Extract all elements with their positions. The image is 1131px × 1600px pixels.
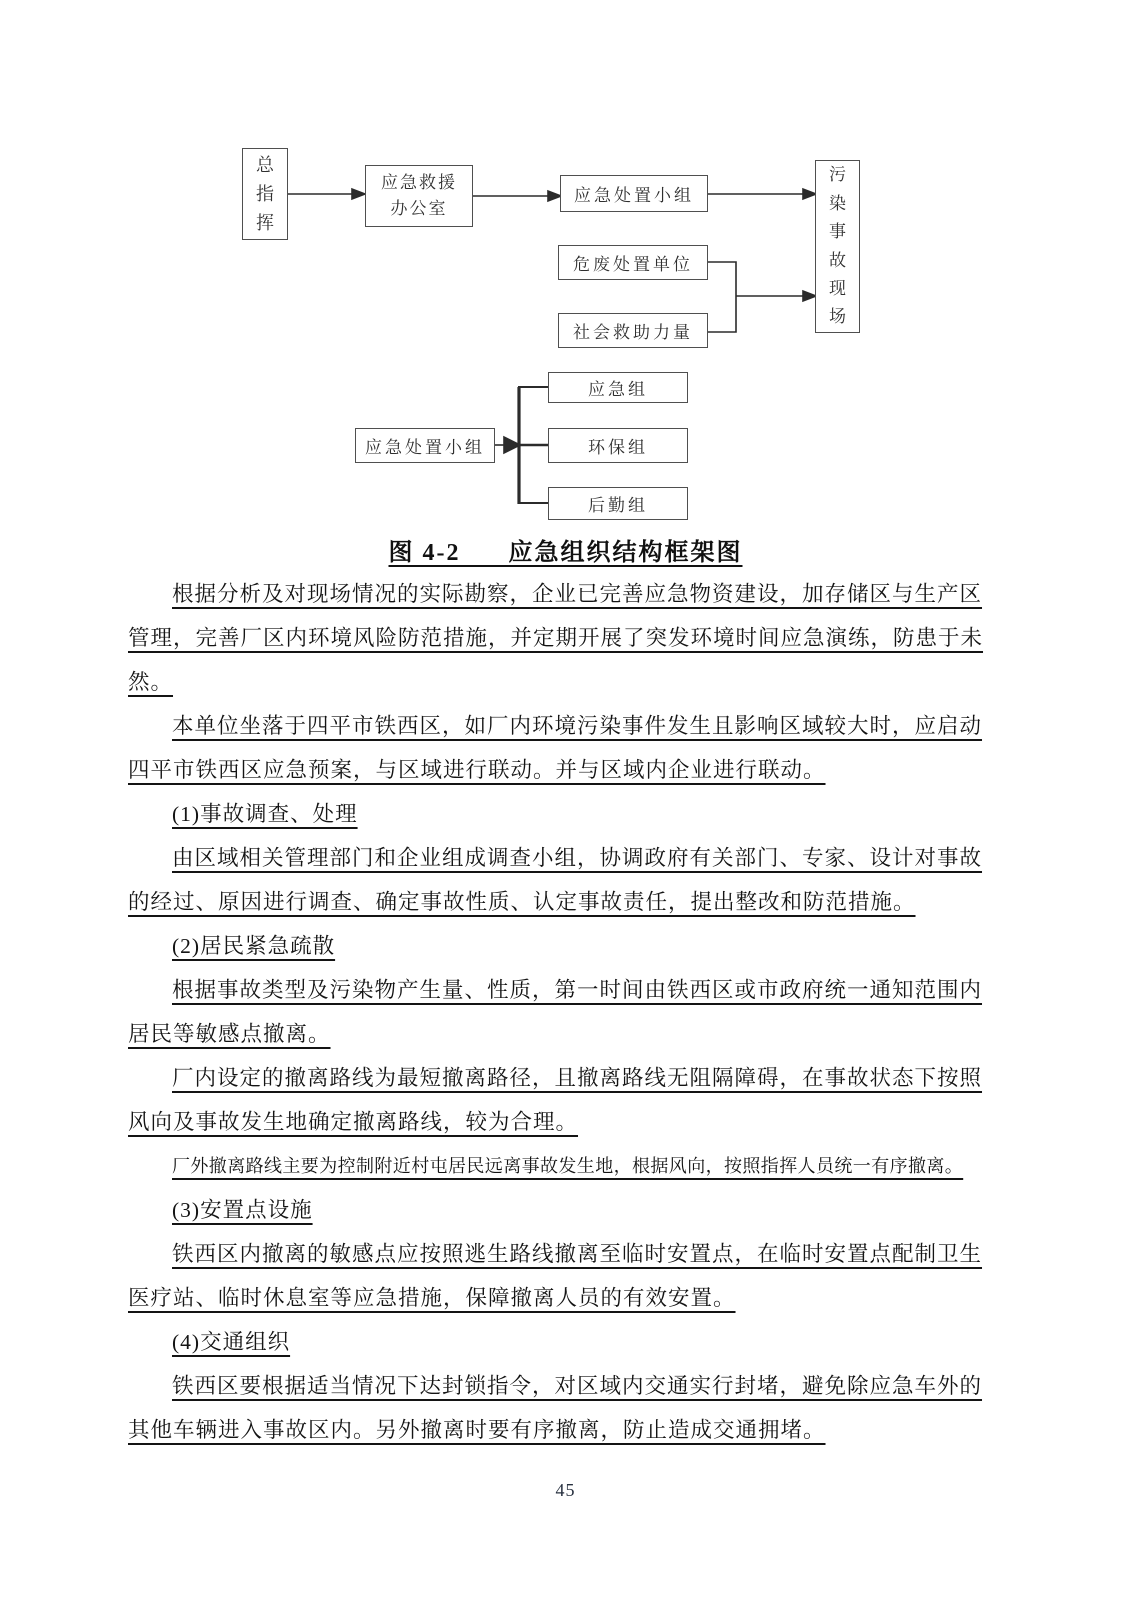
- flow-node-emergency-group-label: 应急组: [588, 380, 648, 399]
- body-line: 厂内设定的撤离路线为最短撤离路径，且撤离路线无阻隔障碍，在事故状态下按照: [172, 1066, 983, 1090]
- section-heading: (3)安置点设施: [172, 1198, 313, 1222]
- flow-node-social-rescue: [558, 313, 708, 348]
- flow-node-response-team-top-label: 应急处置小组: [574, 186, 694, 205]
- flow-node-env-group: [548, 428, 688, 463]
- flow-node-response-team-top: [560, 175, 708, 212]
- flow-node-logistics-group: [548, 487, 688, 520]
- flow-node-hazwaste-unit-label: 危废处置单位: [573, 255, 693, 274]
- body-line: 医疗站、临时休息室等应急措施，保障撤离人员的有效安置。: [128, 1286, 736, 1310]
- flow-node-social-rescue-label: 社会救助力量: [573, 323, 693, 342]
- body-line: 由区域相关管理部门和企业组成调查小组，协调政府有关部门、专家、设计对事故: [172, 846, 983, 870]
- body-line: 四平市铁西区应急预案，与区域进行联动。并与区域内企业进行联动。: [128, 758, 826, 782]
- flow-node-response-team-bottom: [355, 428, 495, 463]
- body-line: 铁西区要根据适当情况下达封锁指令，对区域内交通实行封堵，避免除应急车外的: [172, 1374, 983, 1398]
- body-line: 铁西区内撤离的敏感点应按照逃生路线撤离至临时安置点，在临时安置点配制卫生: [172, 1242, 983, 1266]
- body-line: 风向及事故发生地确定撤离路线，较为合理。: [128, 1110, 579, 1134]
- body-line: 本单位坐落于四平市铁西区，如厂内环境污染事件发生且影响区域较大时，应启动: [172, 714, 983, 738]
- flow-node-env-group-label: 环保组: [588, 438, 648, 457]
- flow-node-response-team-bottom-label: 应急处置小组: [365, 438, 485, 457]
- body-line: 根据分析及对现场情况的实际勘察，企业已完善应急物资建设，加存储区与生产区: [172, 582, 983, 606]
- figure-caption: 图 4-2 应急组织结构框架图: [388, 540, 743, 566]
- body-line: 厂外撤离路线主要为控制附近村屯居民远离事故发生地，根据风向，按照指挥人员统一有序撤离。: [172, 1156, 964, 1176]
- body-line: 居民等敏感点撤离。: [128, 1022, 331, 1046]
- flow-connectors: [0, 0, 1131, 570]
- flow-node-rescue-office-line1: 应急救援: [381, 173, 457, 192]
- body-text: [128, 572, 1008, 1452]
- flow-node-pollution-site: [815, 160, 860, 333]
- org-structure-figure: [0, 0, 1131, 570]
- page-number: 45: [555, 1480, 576, 1500]
- flow-node-hazwaste-unit: [558, 245, 708, 280]
- flow-node-emergency-group: [548, 372, 688, 403]
- body-line: 管理，完善厂区内环境风险防范措施，并定期开展了突发环境时间应急演练，防患于未: [128, 626, 984, 650]
- flow-node-commander-label: 总指挥: [256, 154, 274, 233]
- body-line: 其他车辆进入事故区内。另外撤离时要有序撤离，防止造成交通拥堵。: [128, 1418, 826, 1442]
- body-line: 根据事故类型及污染物产生量、性质，第一时间由铁西区或市政府统一通知范围内: [172, 978, 983, 1002]
- flow-node-logistics-group-label: 后勤组: [588, 496, 648, 515]
- flow-node-commander: [242, 148, 288, 240]
- section-heading: (1)事故调查、处理: [172, 802, 358, 826]
- flow-node-pollution-site-label: 污染事故现场: [829, 165, 846, 327]
- flow-node-rescue-office: [365, 165, 473, 227]
- flow-node-rescue-office-line2: 办公室: [390, 199, 448, 218]
- body-line: 的经过、原因进行调查、确定事故性质、认定事故责任，提出整改和防范措施。: [128, 890, 916, 914]
- body-line: 然。: [128, 670, 174, 694]
- section-heading: (4)交通组织: [172, 1330, 291, 1354]
- section-heading: (2)居民紧急疏散: [172, 934, 336, 958]
